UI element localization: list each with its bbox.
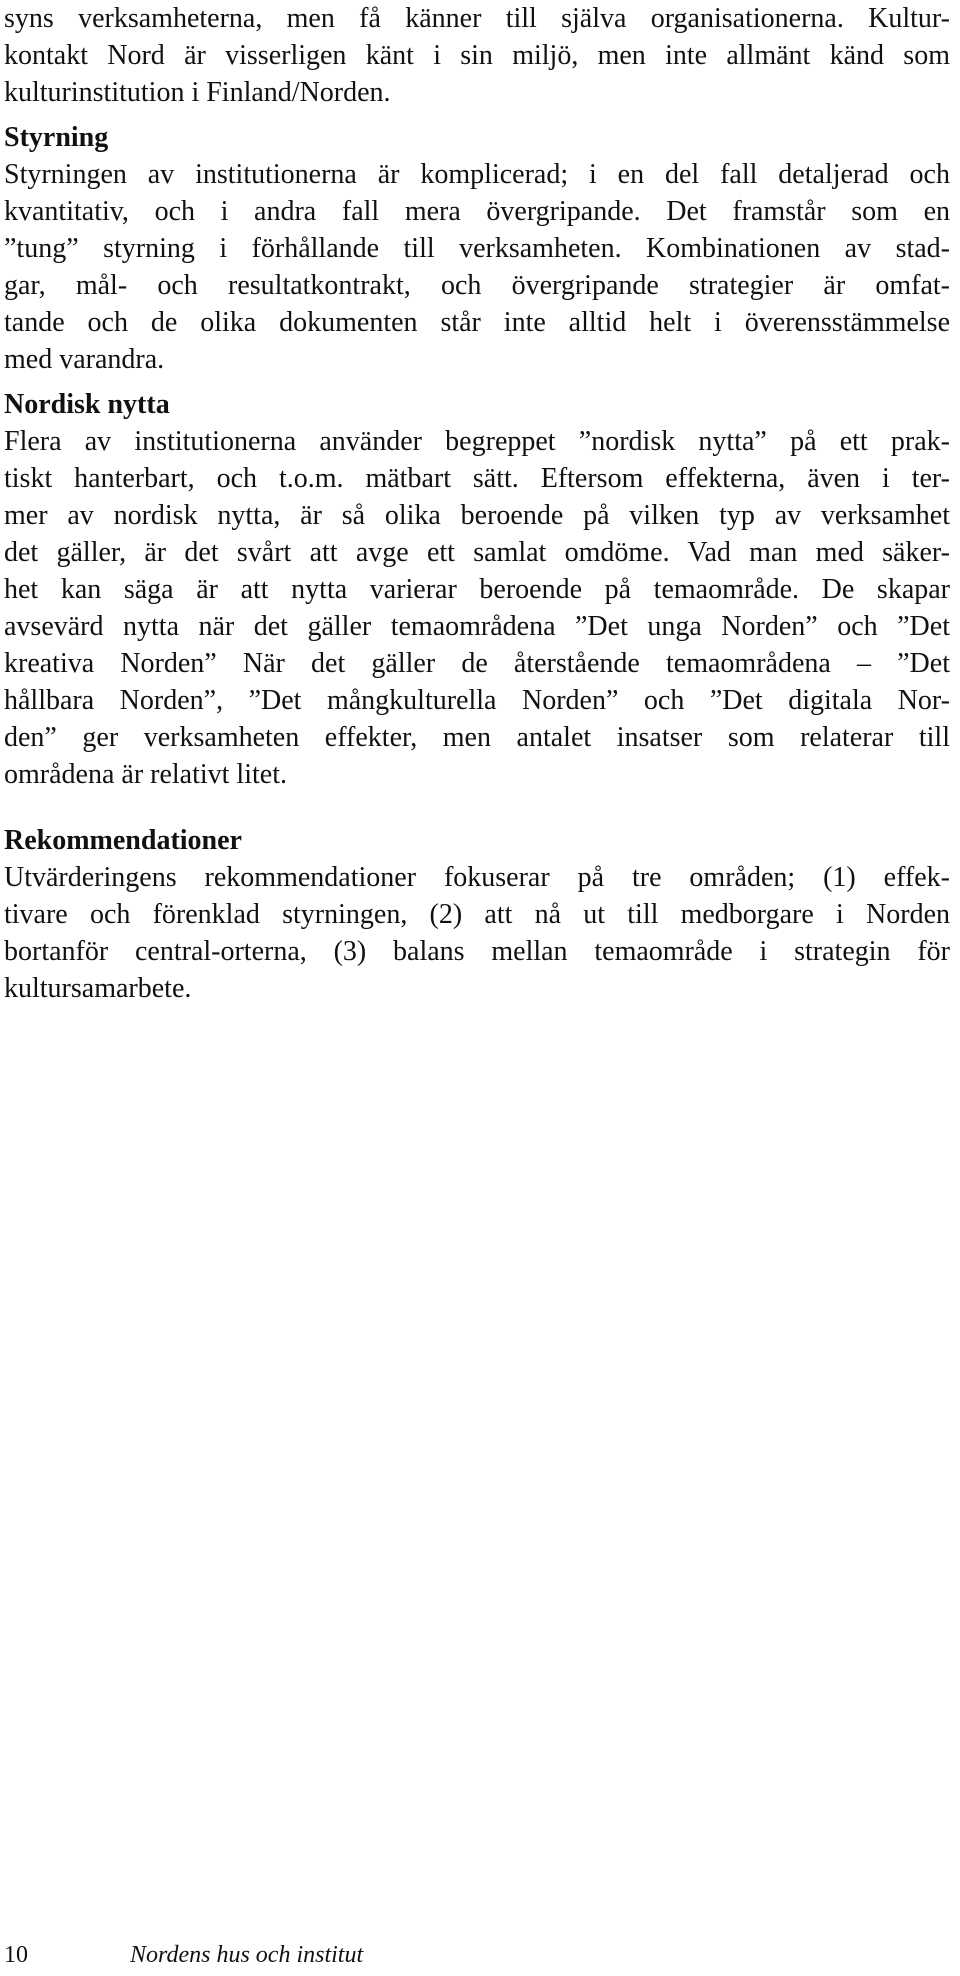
styrning-line-6: med varandra. bbox=[4, 344, 165, 375]
nordisk-nytta-line-4: det gäller, är det svårt att avge ett samlat omdöme. Vad man med säker- bbox=[4, 537, 950, 568]
styrning-line-3: ”tung” styrning i förhållande till verksamheten. Kombinationen av stad- bbox=[4, 233, 950, 264]
intro-line-3: kulturinstitution i Finland/Norden. bbox=[4, 77, 391, 108]
nordisk-nytta-line-9: den” ger verksamheten effekter, men antalet insatser som relaterar till bbox=[4, 722, 950, 753]
page-number: 10 bbox=[4, 1942, 28, 1968]
page-footer bbox=[4, 1940, 704, 1970]
rekommendationer-line-4: kultursamarbete. bbox=[4, 973, 192, 1004]
nordisk-nytta-line-3: mer av nordisk nytta, är så olika beroende på vilken typ av verksamhet bbox=[4, 500, 950, 531]
footer-title: Nordens hus och institut bbox=[130, 1942, 364, 1968]
nordisk-nytta-line-5: het kan säga är att nytta varierar beroende på temaområde. De skapar bbox=[4, 574, 950, 605]
nordisk-nytta-line-2: tiskt hanterbart, och t.o.m. mätbart sätt. Eftersom effekterna, även i ter- bbox=[4, 463, 950, 494]
intro-line-2: kontakt Nord är visserligen känt i sin miljö, men inte allmänt känd som bbox=[4, 40, 950, 71]
rekommendationer-line-2: tivare och förenklad styrningen, (2) att nå ut till medborgare i Norden bbox=[4, 899, 950, 930]
intro-line-1: syns verksamheterna, men få känner till själva organisationerna. Kultur- bbox=[4, 3, 950, 34]
heading-styrning: Styrning bbox=[4, 122, 109, 153]
nordisk-nytta-line-1: Flera av institutionerna använder begreppet ”nordisk nytta” på ett prak- bbox=[4, 426, 950, 457]
rekommendationer-line-3: bortanför central-orterna, (3) balans mellan temaområde i strategin för bbox=[4, 936, 950, 967]
heading-nordisk-nytta: Nordisk nytta bbox=[4, 389, 170, 420]
styrning-line-5: tande och de olika dokumenten står inte alltid helt i överensstämmelse bbox=[4, 307, 950, 338]
nordisk-nytta-line-10: områdena är relativt litet. bbox=[4, 759, 287, 790]
styrning-line-2: kvantitativ, och i andra fall mera övergripande. Det framstår som en bbox=[4, 196, 950, 227]
styrning-line-4: gar, mål- och resultatkontrakt, och övergripande strategier är omfat- bbox=[4, 270, 950, 301]
rekommendationer-line-1: Utvärderingens rekommendationer fokuserar på tre områden; (1) effek- bbox=[4, 862, 950, 893]
heading-rekommendationer: Rekommendationer bbox=[4, 825, 242, 856]
nordisk-nytta-line-8: hållbara Norden”, ”Det mångkulturella Norden” och ”Det digitala Nor- bbox=[4, 685, 950, 716]
nordisk-nytta-line-7: kreativa Norden” När det gäller de återstående temaområdena – ”Det bbox=[4, 648, 950, 679]
styrning-line-1: Styrningen av institutionerna är komplicerad; i en del fall detaljerad och bbox=[4, 159, 950, 190]
nordisk-nytta-line-6: avsevärd nytta när det gäller temaområdena ”Det unga Norden” och ”Det bbox=[4, 611, 950, 642]
